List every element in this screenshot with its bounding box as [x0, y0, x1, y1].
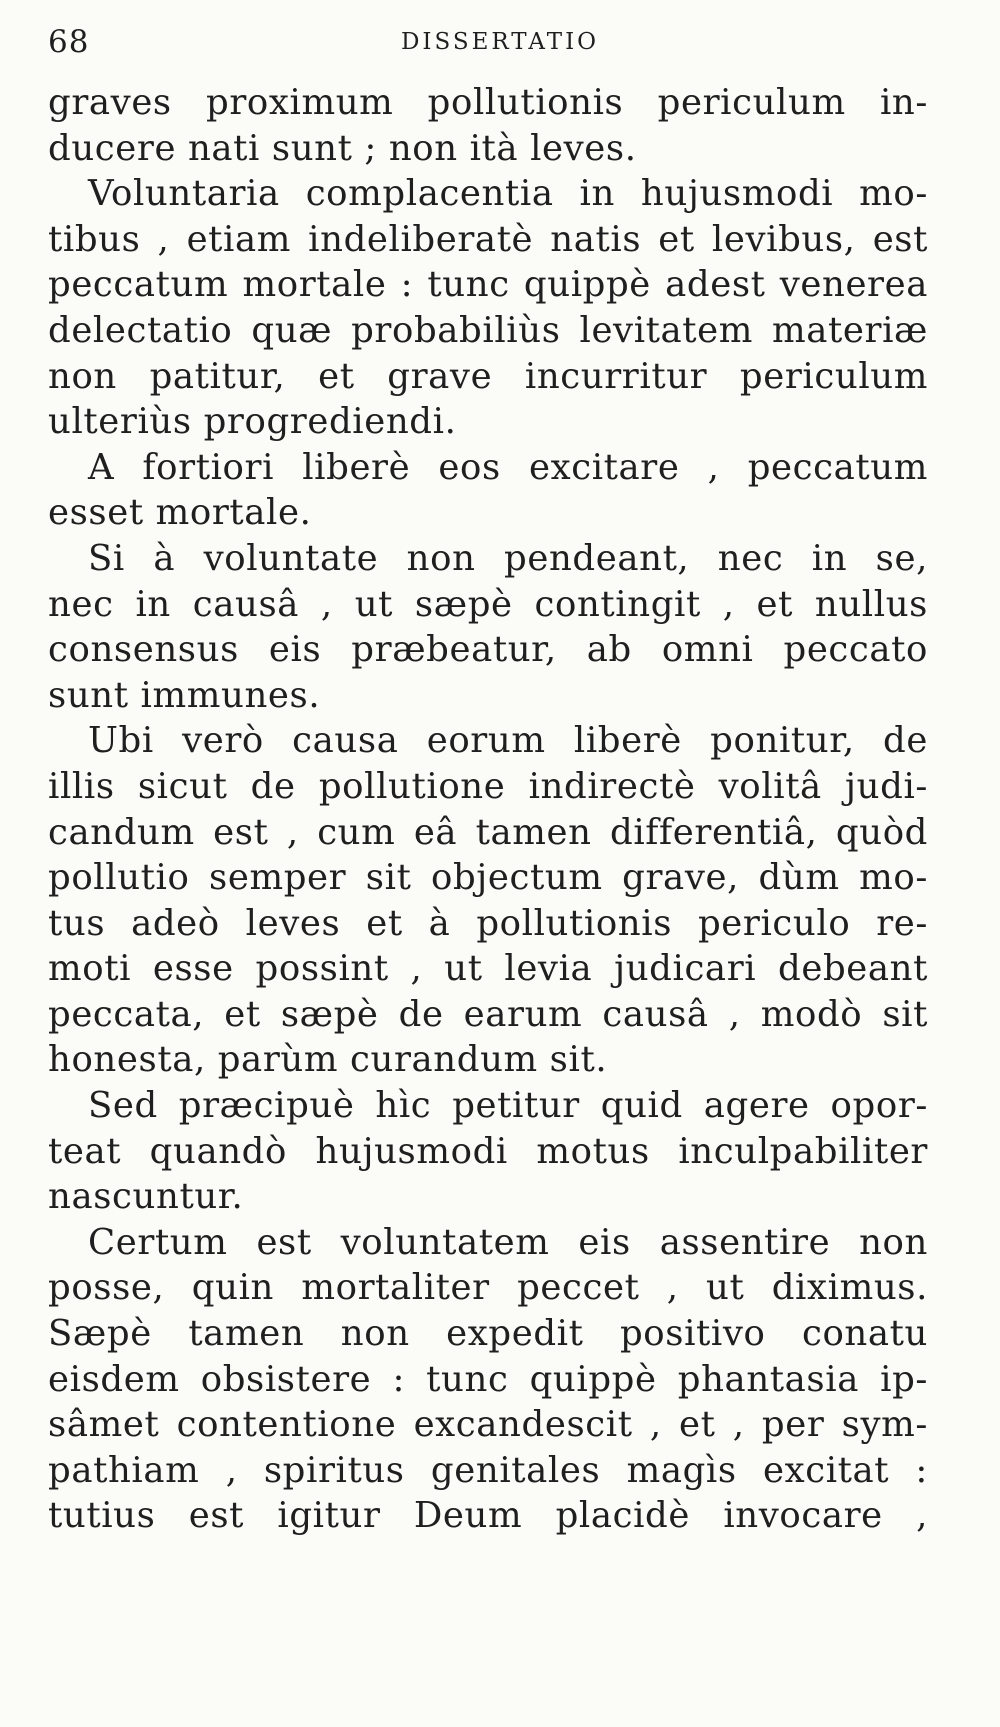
text-line: Si à voluntate non pendeant, nec in se, — [88, 537, 928, 579]
text-line: peccata, et sæpè de earum causâ , modò sit — [48, 993, 928, 1035]
text-line: Ubi verò causa eorum liberè ponitur, de — [88, 720, 928, 762]
text-line: sâmet contentione excandescit , et , per sym- — [48, 1404, 928, 1446]
text-line: nec in causâ , ut sæpè contingit , et nullus — [48, 583, 928, 625]
text-line: teat quandò hujusmodi motus inculpabiliter — [48, 1130, 928, 1172]
text-line: Certum est voluntatem eis assentire non — [88, 1221, 928, 1263]
text-line: graves proximum pollutionis periculum in- — [48, 82, 928, 123]
text-line: posse, quin mortaliter peccet , ut diximus. — [48, 1267, 928, 1309]
text-line: consensus eis præbeatur, ab omni peccato — [48, 629, 928, 671]
text-line: Voluntaria complacentia in hujusmodi mo- — [88, 173, 928, 215]
text-line: Sæpè tamen non expedit positivo conatu — [48, 1313, 928, 1355]
text-line: tibus , etiam indeliberatè natis et levibus, est — [48, 218, 928, 260]
text-line: tutius est igitur Deum placidè invocare , — [48, 1495, 928, 1537]
text-line: Sed præcipuè hìc petitur quid agere opor- — [88, 1085, 928, 1127]
page-number: 68 — [48, 24, 90, 60]
text-line: pathiam , spiritus genitales magìs excitat : — [48, 1449, 928, 1491]
text-line: peccatum mortale : tunc quippè adest venerea — [48, 264, 928, 306]
text-line: A fortiori liberè eos excitare , peccatum — [88, 446, 928, 488]
text-line: ducere nati sunt ; non ità leves. — [48, 127, 637, 169]
body-text — [48, 80, 928, 1539]
text-line: non patitur, et grave incurritur periculum — [48, 355, 928, 397]
text-line: ulteriùs progrediendi. — [48, 401, 457, 443]
text-line: candum est , cum eâ tamen differentiâ, quòd — [48, 811, 928, 853]
text-line: pollutio semper sit objectum grave, dùm mo- — [48, 857, 928, 899]
text-line: sunt immunes. — [48, 674, 321, 716]
text-line: nascuntur. — [48, 1176, 244, 1218]
running-title: DISSERTATIO — [400, 29, 600, 55]
text-line: tus adeò leves et à pollutionis periculo re- — [48, 902, 928, 944]
text-line: eisdem obsistere : tunc quippè phantasia ip- — [48, 1358, 928, 1400]
text-line: honesta, parùm curandum sit. — [48, 1039, 608, 1081]
text-line: illis sicut de pollutione indirectè volitâ judi- — [48, 765, 928, 807]
running-head — [48, 24, 952, 64]
text-line: delectatio quæ probabiliùs levitatem materiæ — [48, 309, 928, 351]
text-line: esset mortale. — [48, 492, 312, 534]
text-line: moti esse possint , ut levia judicari debeant — [48, 948, 928, 990]
